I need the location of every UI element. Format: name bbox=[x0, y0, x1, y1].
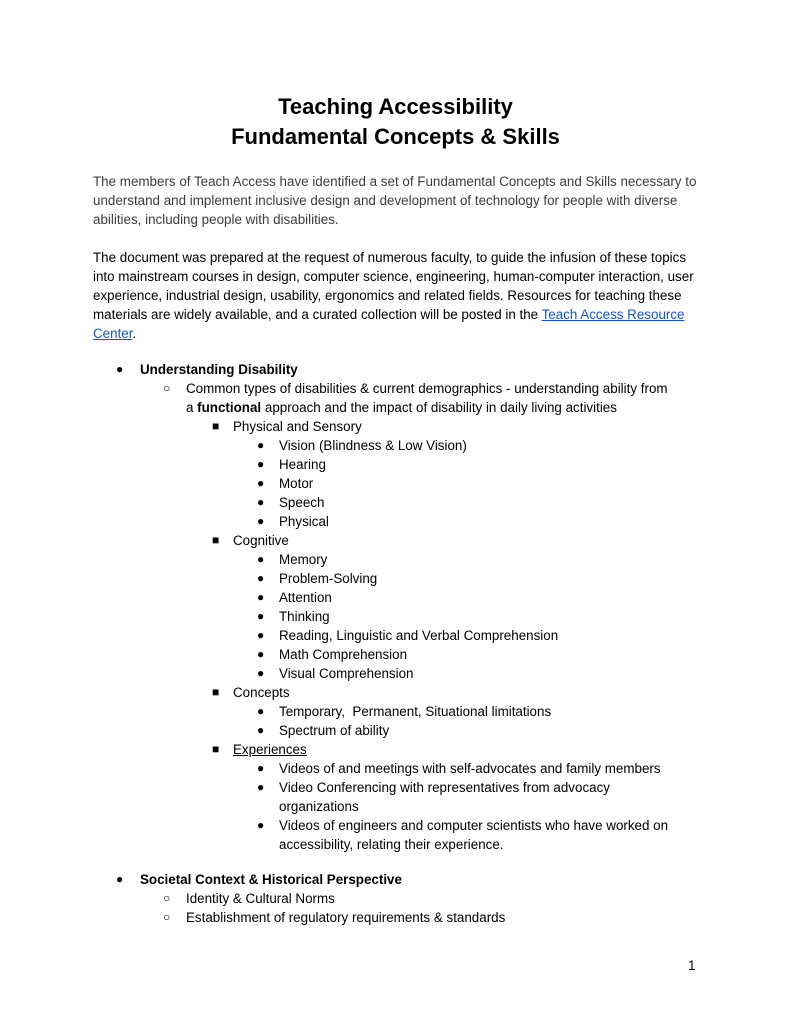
bullet-icon: ● bbox=[257, 609, 265, 623]
list-item: Vision (Blindness & Low Vision) bbox=[279, 438, 467, 453]
bullet-icon: ● bbox=[116, 362, 124, 376]
bullet-icon: ● bbox=[257, 457, 265, 471]
list-item: Problem-Solving bbox=[279, 571, 378, 586]
list-item: Video Conferencing with representatives from advocacy bbox=[279, 780, 610, 795]
subitem-demographics-cont: a functional approach and the impact of disability in daily living activities bbox=[186, 400, 617, 415]
square-bullet-icon: ■ bbox=[212, 742, 220, 756]
list-item: Reading, Linguistic and Verbal Comprehension bbox=[279, 628, 559, 643]
bullet-icon: ● bbox=[257, 476, 265, 490]
bullet-icon: ● bbox=[257, 761, 265, 775]
bullet-icon: ● bbox=[257, 514, 265, 528]
subitem-demographics: Common types of disabilities & current demographics - understanding ability from bbox=[186, 381, 668, 396]
list-item: Temporary, Permanent, Situational limitations bbox=[279, 704, 552, 719]
subitem-regulatory: Establishment of regulatory requirements & standards bbox=[186, 910, 506, 925]
list-item: Videos of and meetings with self-advocates and family members bbox=[279, 761, 661, 776]
purpose-text: The document was prepared at the request of numerous faculty, to guide the infusion of these topics into mainstream courses in design, computer science, engineering, human-computer interaction, user experience, industrial design, usability, ergonomics and related fields. Resources for teaching these materials are widely available, and a curated collection will be posted in the bbox=[93, 250, 694, 322]
bullet-icon: ● bbox=[257, 704, 265, 718]
list-item: Attention bbox=[279, 590, 332, 605]
bullet-icon: ● bbox=[257, 438, 265, 452]
bullet-icon: ● bbox=[257, 723, 265, 737]
bullet-icon: ● bbox=[257, 666, 265, 680]
purpose-text-end: . bbox=[132, 326, 137, 341]
intro-paragraph: The members of Teach Access have identified a set of Fundamental Concepts and Skills necessary to understand and implement inclusive design and development of technology for people with diverse abilities, including people with disabilities. bbox=[93, 174, 697, 227]
section-heading-societal-context: Societal Context & Historical Perspective bbox=[140, 872, 402, 887]
bullet-icon: ● bbox=[257, 818, 265, 832]
bullet-icon: ● bbox=[257, 590, 265, 604]
section-heading-understanding-disability: Understanding Disability bbox=[140, 362, 298, 377]
list-item-cont: organizations bbox=[279, 799, 359, 814]
bullet-icon: ● bbox=[116, 872, 124, 886]
hollow-bullet-icon: ○ bbox=[163, 891, 171, 905]
list-item: Memory bbox=[279, 552, 328, 567]
title-line-1: Teaching Accessibility bbox=[278, 94, 513, 119]
category-experiences: Experiences bbox=[233, 742, 307, 757]
list-item-cont: accessibility, relating their experience. bbox=[279, 837, 504, 852]
hollow-bullet-icon: ○ bbox=[163, 910, 171, 924]
page-number: 1 bbox=[688, 958, 696, 973]
bullet-icon: ● bbox=[257, 495, 265, 509]
purpose-paragraph bbox=[93, 248, 703, 343]
list-item: Speech bbox=[279, 495, 325, 510]
hollow-bullet-icon: ○ bbox=[163, 381, 171, 395]
square-bullet-icon: ■ bbox=[212, 419, 220, 433]
category-concepts: Concepts bbox=[233, 685, 290, 700]
list-item: Motor bbox=[279, 476, 314, 491]
category-cognitive: Cognitive bbox=[233, 533, 289, 548]
bullet-icon: ● bbox=[257, 571, 265, 585]
subitem-identity: Identity & Cultural Norms bbox=[186, 891, 335, 906]
category-physical-sensory: Physical and Sensory bbox=[233, 419, 362, 434]
square-bullet-icon: ■ bbox=[212, 685, 220, 699]
list-item: Hearing bbox=[279, 457, 326, 472]
list-item: Spectrum of ability bbox=[279, 723, 390, 738]
square-bullet-icon: ■ bbox=[212, 533, 220, 547]
bullet-icon: ● bbox=[257, 552, 265, 566]
list-item: Visual Comprehension bbox=[279, 666, 414, 681]
list-item: Physical bbox=[279, 514, 329, 529]
list-item: Videos of engineers and computer scientists who have worked on bbox=[279, 818, 669, 833]
title-line-2: Fundamental Concepts & Skills bbox=[231, 124, 560, 149]
bullet-icon: ● bbox=[257, 647, 265, 661]
resource-center-link[interactable]: Teach Access Resource Center bbox=[93, 307, 685, 341]
list-item: Math Comprehension bbox=[279, 647, 408, 662]
bullet-icon: ● bbox=[257, 628, 265, 642]
bullet-icon: ● bbox=[257, 780, 265, 794]
list-item: Thinking bbox=[279, 609, 330, 624]
